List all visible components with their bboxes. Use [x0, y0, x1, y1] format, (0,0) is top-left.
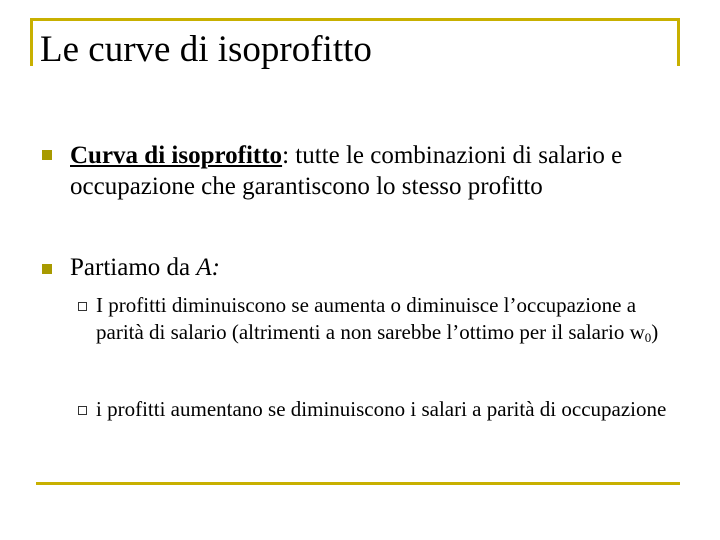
sub-bullet-body: I profitti diminuiscono se aumenta o diminuisce l’occupazione a parità di salario (altrimenti a non sarebbe l’ottimo per il salario w — [96, 293, 645, 344]
sub-bullet-body: i profitti aumentano se diminuiscono i salari a parità di occupazione — [96, 397, 667, 421]
square-bullet-icon — [42, 150, 52, 160]
bottom-rule — [36, 482, 680, 485]
bullet-text — [70, 140, 660, 202]
bullet-italic: A: — [196, 254, 220, 281]
bullet-term: Curva di isoprofitto — [70, 142, 283, 169]
sub-bullet-tail: ) — [651, 320, 659, 344]
title-frame-left — [30, 18, 33, 66]
hollow-square-bullet-icon — [78, 302, 87, 311]
bullet-text — [70, 252, 660, 283]
bullet-body: : tutte le combinazioni di salario e occupazione che garantiscono lo stesso profitto — [70, 142, 623, 200]
subscript: 0 — [644, 330, 652, 345]
hollow-square-bullet-icon — [78, 406, 87, 415]
sub-bullet-text — [96, 396, 676, 423]
slide-title: Le curve di isoprofitto — [40, 29, 372, 70]
title-frame-right — [677, 18, 680, 66]
bullet-body: Partiamo da — [70, 254, 197, 281]
title-frame-top — [30, 18, 680, 21]
square-bullet-icon — [42, 264, 52, 274]
sub-bullet-text — [96, 292, 676, 346]
